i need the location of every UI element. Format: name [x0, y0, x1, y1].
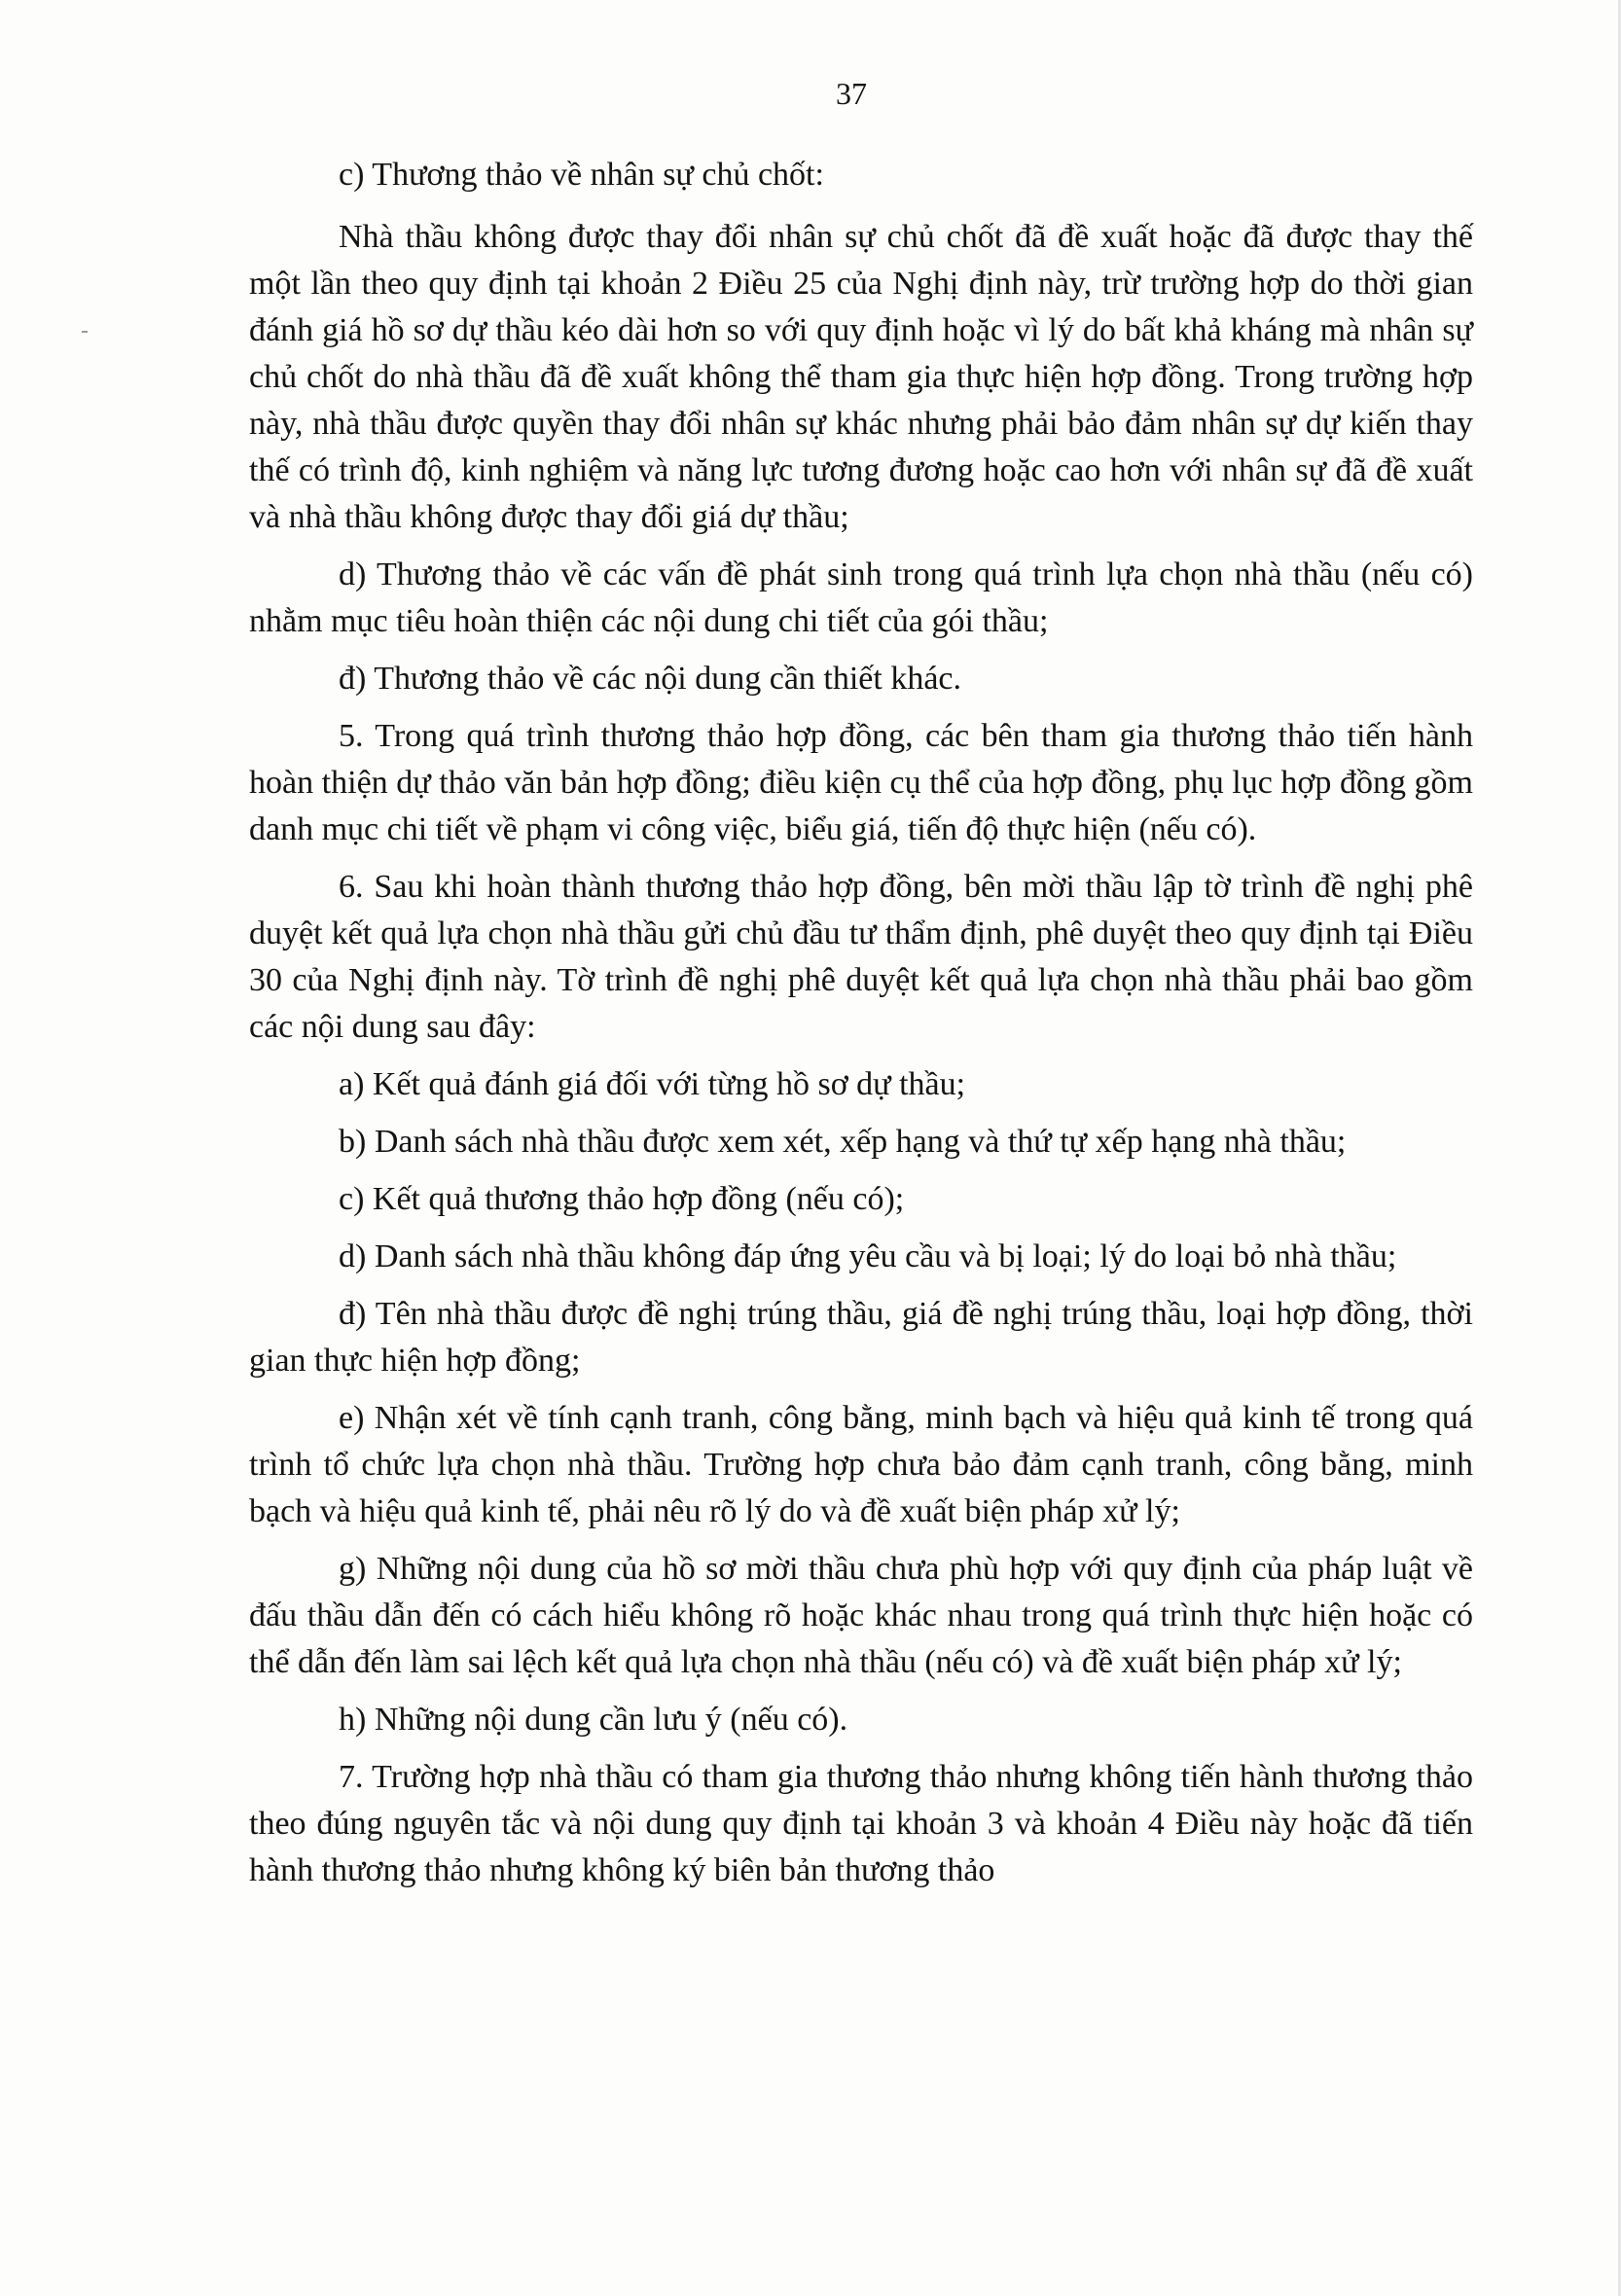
margin-mark [82, 331, 88, 333]
paragraph-clause-5: 5. Trong quá trình thương thảo hợp đồng, các bên tham gia thương thảo tiến hành hoàn thiện dự thảo văn bản hợp đồng; điều kiện cụ thể của hợp đồng, phụ lục hợp đồng gồm danh mục chi tiết về phạm vi công việc, biểu giá, tiến độ thực hiện (nếu có). [249, 718, 1473, 847]
paragraph-clause-6-b: b) Danh sách nhà thầu được xem xét, xếp hạng và thứ tự xếp hạng nhà thầu; [339, 1124, 1347, 1160]
paragraph-item-dd: đ) Thương thảo về các nội dung cần thiết khác. [339, 661, 962, 697]
document-body [249, 152, 1473, 1905]
paragraph-clause-6-a: a) Kết quả đánh giá đối với từng hồ sơ dự thầu; [339, 1066, 966, 1102]
paragraph-clause-6-h: h) Những nội dung cần lưu ý (nếu có). [339, 1702, 848, 1738]
paragraph-clause-7: 7. Trường hợp nhà thầu có tham gia thương thảo nhưng không tiến hành thương thảo theo đúng nguyên tắc và nội dung quy định tại khoản 3 và khoản 4 Điều này hoặc đã tiến hành thương thảo nhưng không ký biên bản thương thảo [249, 1759, 1473, 1888]
paragraph-item-d: d) Thương thảo về các vấn đề phát sinh trong quá trình lựa chọn nhà thầu (nếu có) nhằm mục tiêu hoàn thiện các nội dung chi tiết của gói thầu; [249, 556, 1473, 639]
paragraph-heading-key-personnel: c) Thương thảo về nhân sự chủ chốt: [339, 157, 824, 193]
paragraph-clause-6-d: d) Danh sách nhà thầu không đáp ứng yêu cầu và bị loại; lý do loại bỏ nhà thầu; [339, 1238, 1397, 1274]
paragraph-clause-6-e: e) Nhận xét về tính cạnh tranh, công bằng, minh bạch và hiệu quả kinh tế trong quá trình tổ chức lựa chọn nhà thầu. Trường hợp chưa bảo đảm cạnh tranh, công bằng, minh bạch và hiệu quả kinh tế, phải nêu rõ lý do và đề xuất biện pháp xử lý; [249, 1400, 1473, 1529]
page-number: 37 [836, 76, 867, 111]
paragraph-clause-6-g: g) Những nội dung của hồ sơ mời thầu chưa phù hợp với quy định của pháp luật về đấu thầu dẫn đến có cách hiểu không rõ hoặc khác nhau trong quá trình thực hiện hoặc có thể dẫn đến làm sai lệch kết quả lựa chọn nhà thầu (nếu có) và đề xuất biện pháp xử lý; [249, 1551, 1473, 1680]
paragraph-clause-6-c: c) Kết quả thương thảo hợp đồng (nếu có); [339, 1181, 905, 1217]
paragraph-key-personnel: Nhà thầu không được thay đổi nhân sự chủ chốt đã đề xuất hoặc đã được thay thế một lần theo quy định tại khoản 2 Điều 25 của Nghị định này, trừ trường hợp do thời gian đánh giá hồ sơ dự thầu kéo dài hơn so với quy định hoặc vì lý do bất khả kháng mà nhân sự chủ chốt do nhà thầu đã đề xuất không thể tham gia thực hiện hợp đồng. Trong trường hợp này, nhà thầu được quyền thay đổi nhân sự khác nhưng phải bảo đảm nhân sự dự kiến thay thế có trình độ, kinh nghiệm và năng lực tương đương hoặc cao hơn với nhân sự đã đề xuất và nhà thầu không được thay đổi giá dự thầu; [249, 219, 1473, 535]
paragraph-clause-6: 6. Sau khi hoàn thành thương thảo hợp đồng, bên mời thầu lập tờ trình đề nghị phê duyệt kết quả lựa chọn nhà thầu gửi chủ đầu tư thẩm định, phê duyệt theo quy định tại Điều 30 của Nghị định này. Tờ trình đề nghị phê duyệt kết quả lựa chọn nhà thầu phải bao gồm các nội dung sau đây: [249, 869, 1473, 1045]
paragraph-clause-6-dd: đ) Tên nhà thầu được đề nghị trúng thầu, giá đề nghị trúng thầu, loại hợp đồng, thời gian thực hiện hợp đồng; [249, 1296, 1473, 1379]
